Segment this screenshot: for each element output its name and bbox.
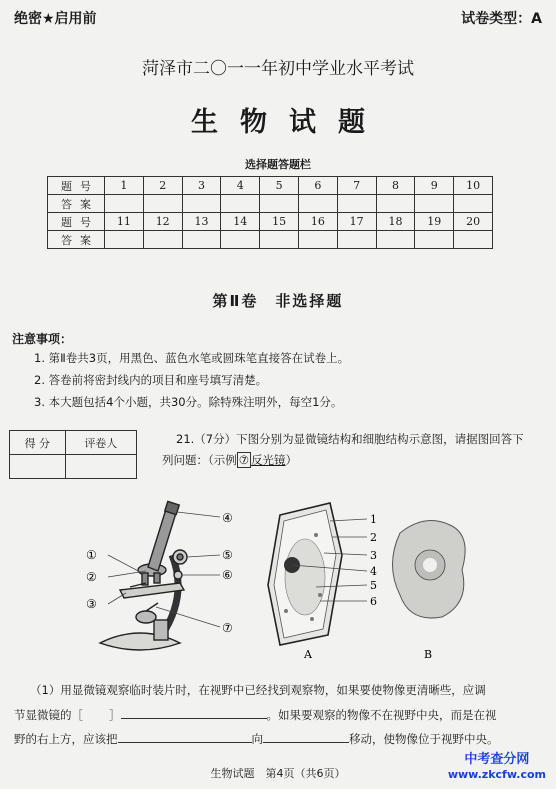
answer-cell[interactable] [376, 195, 415, 213]
question-number: 3 [182, 177, 221, 195]
subquestion-1-suffix: 。如果要观察的物像不在视野中央，而是在视 [266, 708, 497, 722]
answer-cell[interactable] [298, 195, 337, 213]
answer-table [47, 176, 493, 249]
subject-title: 生物试题 [191, 107, 387, 138]
question-number: 10 [454, 177, 493, 195]
question-number: 20 [454, 213, 493, 231]
cell-b-label: B [424, 648, 433, 661]
grader-cell[interactable] [65, 455, 136, 479]
microscope-label: ④ [222, 511, 233, 525]
question-21-prefix: 列问题：（示例 [162, 453, 237, 467]
answer-cell[interactable] [415, 195, 454, 213]
answer-label: 答案 [48, 195, 105, 213]
answer-table-caption: 选择题答题栏 [245, 158, 311, 171]
site-watermark [448, 752, 546, 782]
question-number: 19 [415, 213, 454, 231]
subquestion-1-line-1: （1）用显微镜观察临时装片时，在视野中已经找到观察物，如果要使物像更清晰些，应调 [30, 683, 486, 697]
notes-title: 注意事项： [12, 332, 73, 346]
microscope-label: ⑤ [222, 548, 233, 562]
grader-label: 评卷人 [65, 431, 136, 455]
bracket-close: ］ [109, 708, 121, 722]
answer-cell[interactable] [221, 195, 260, 213]
question-number: 5 [260, 177, 299, 195]
answer-cell[interactable] [298, 231, 337, 249]
microscope-label: ② [86, 570, 97, 584]
example-number-box: ⑦ [238, 453, 250, 467]
microscope-drawing [100, 501, 187, 650]
question-number: 11 [105, 213, 144, 231]
question-number: 17 [337, 213, 376, 231]
score-label: 得 分 [10, 431, 66, 455]
question-number: 1 [105, 177, 144, 195]
question-number: 16 [298, 213, 337, 231]
answer-cell[interactable] [454, 231, 493, 249]
confidential-mark: 绝密★启用前 [14, 11, 97, 27]
subquestion-1-direction-word: 向 [251, 732, 263, 746]
answer-blank[interactable] [263, 730, 349, 743]
score-cell[interactable] [10, 455, 66, 479]
cell-label: 1 [370, 513, 377, 526]
question-21-line-2 [162, 452, 297, 468]
answer-cell[interactable] [337, 231, 376, 249]
note-item: 3. 本大题包括4个小题，共30分。除特殊注明外，每空1分。 [34, 395, 343, 409]
exam-title: 菏泽市二〇一一年初中学业水平考试 [142, 59, 414, 79]
answer-blank[interactable] [118, 730, 252, 743]
number-label: 题号 [48, 213, 105, 231]
question-number: 7 [337, 177, 376, 195]
plant-cell-drawing [268, 503, 342, 645]
answer-cell[interactable] [182, 231, 221, 249]
subquestion-1-line3-prefix: 野的右上方，应该把 [14, 732, 118, 746]
subquestion-1-line3-suffix: 移动，使物像位于视野中央。 [349, 732, 499, 746]
subquestion-1-prefix: 节显微镜的［ [14, 708, 83, 722]
answer-cell[interactable] [143, 231, 182, 249]
answer-table-row [48, 177, 493, 195]
answer-blank[interactable] [121, 706, 267, 719]
page-footer: 生物试题 第4页（共6页） [210, 767, 346, 780]
bracket-blank[interactable] [83, 707, 109, 719]
answer-cell[interactable] [454, 195, 493, 213]
section-title: 第Ⅱ卷 非选择题 [212, 292, 344, 310]
microscope-label: ③ [86, 597, 97, 611]
answer-cell[interactable] [260, 195, 299, 213]
cell-label: 6 [370, 595, 377, 608]
question-number: 15 [260, 213, 299, 231]
answer-cell[interactable] [337, 195, 376, 213]
cell-label: 3 [370, 549, 377, 562]
cell-label: 4 [370, 565, 377, 578]
number-label: 题号 [48, 177, 105, 195]
answer-label: 答案 [48, 231, 105, 249]
answer-table-row [48, 195, 493, 213]
answer-cell[interactable] [376, 231, 415, 249]
subquestion-1-line-2 [14, 706, 497, 723]
animal-cell-drawing [393, 521, 466, 619]
note-item: 1. 第Ⅱ卷共3页，用黑色、蓝色水笔或圆珠笔直接答在试卷上。 [34, 351, 350, 365]
answer-cell[interactable] [105, 231, 144, 249]
cell-label: 5 [370, 579, 377, 592]
question-number: 13 [182, 213, 221, 231]
watermark-line-1: 中考查分网 [464, 752, 530, 767]
watermark-line-2: www.zkcfw.com [447, 768, 546, 781]
question-number: 9 [415, 177, 454, 195]
question-21-line-1: 21.（7分）下图分别为显微镜结构和细胞结构示意图，请据图回答下 [176, 432, 524, 446]
answer-cell[interactable] [415, 231, 454, 249]
question-21-suffix: ） [285, 453, 298, 467]
figure-microscope-and-cells [80, 495, 500, 665]
microscope-label: ⑥ [222, 568, 233, 582]
question-number: 14 [221, 213, 260, 231]
cell-label: 2 [370, 531, 377, 544]
subquestion-1-line-3 [14, 730, 499, 747]
paper-type: 试卷类型：A [461, 11, 542, 27]
question-number: 8 [376, 177, 415, 195]
example-word: 反光镜 [251, 453, 286, 467]
microscope-label: ① [86, 548, 97, 562]
question-number: 12 [143, 213, 182, 231]
answer-cell[interactable] [143, 195, 182, 213]
question-number: 6 [298, 177, 337, 195]
question-number: 4 [221, 177, 260, 195]
note-item: 2. 答卷前将密封线内的项目和座号填写清楚。 [34, 373, 268, 387]
answer-table-row [48, 213, 493, 231]
microscope-label: ⑦ [222, 621, 233, 635]
cell-a-label: A [304, 648, 312, 661]
answer-cell[interactable] [221, 231, 260, 249]
answer-cell[interactable] [105, 195, 144, 213]
answer-cell[interactable] [182, 195, 221, 213]
answer-cell[interactable] [260, 231, 299, 249]
question-number: 18 [376, 213, 415, 231]
question-number: 2 [143, 177, 182, 195]
answer-table-row [48, 231, 493, 249]
score-table [9, 430, 137, 479]
